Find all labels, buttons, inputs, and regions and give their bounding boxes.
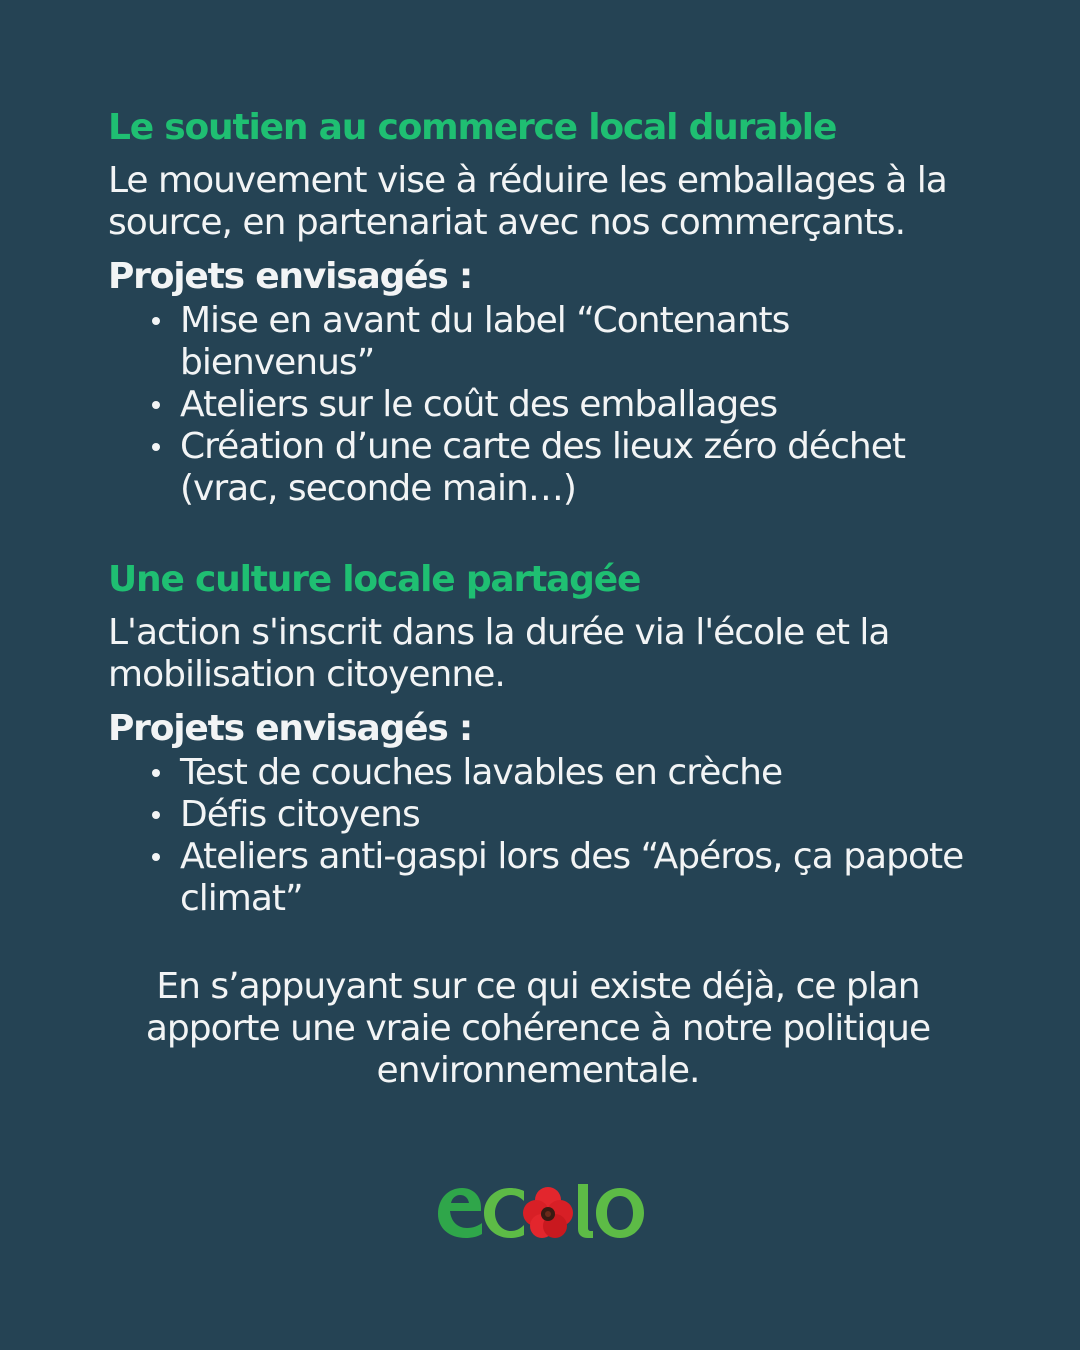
bullet-icon — [152, 443, 160, 451]
conclusion-text: En s’appuyant sur ce qui existe déjà, ce plan apporte une vraie cohérence à notre politique environnementale. — [145, 966, 931, 1091]
bullet-icon — [152, 317, 160, 325]
section-body: Le mouvement vise à réduire les emballages à la source, en partenariat avec nos commerçants. — [108, 160, 947, 243]
list-item: Défis citoyens — [180, 794, 988, 836]
projects-list — [108, 300, 988, 510]
logo-letter-l — [578, 1184, 593, 1238]
section-body: L'action s'inscrit dans la durée via l'école et la mobilisation citoyenne. — [108, 612, 890, 695]
logo-letter-e — [438, 1188, 482, 1238]
section-title: Le soutien au commerce local durable — [108, 107, 837, 148]
list-item: Création d’une carte des lieux zéro déchet (vrac, seconde main…) — [180, 426, 988, 510]
projects-list — [108, 752, 988, 920]
poppy-flower-icon — [523, 1187, 573, 1238]
bullet-icon — [152, 401, 160, 409]
bullet-icon — [152, 853, 160, 861]
list-item: Test de couches lavables en crèche — [180, 752, 988, 794]
list-item: Ateliers sur le coût des emballages — [180, 384, 988, 426]
section-title: Une culture locale partagée — [108, 559, 641, 600]
list-item: Ateliers anti-gaspi lors des “Apéros, ça papote climat” — [180, 836, 988, 920]
section-local-commerce — [108, 104, 988, 510]
logo-letter-o — [596, 1188, 644, 1238]
ecolo-logo — [432, 1178, 648, 1248]
projects-label: Projets envisagés : — [108, 708, 473, 749]
content — [108, 104, 988, 1092]
bullet-icon — [152, 811, 160, 819]
logo-letter-c — [484, 1188, 524, 1238]
bullet-icon — [152, 769, 160, 777]
list-item: Mise en avant du label “Contenants bienvenus” — [180, 300, 988, 384]
projects-label: Projets envisagés : — [108, 256, 473, 297]
section-local-culture — [108, 556, 988, 920]
